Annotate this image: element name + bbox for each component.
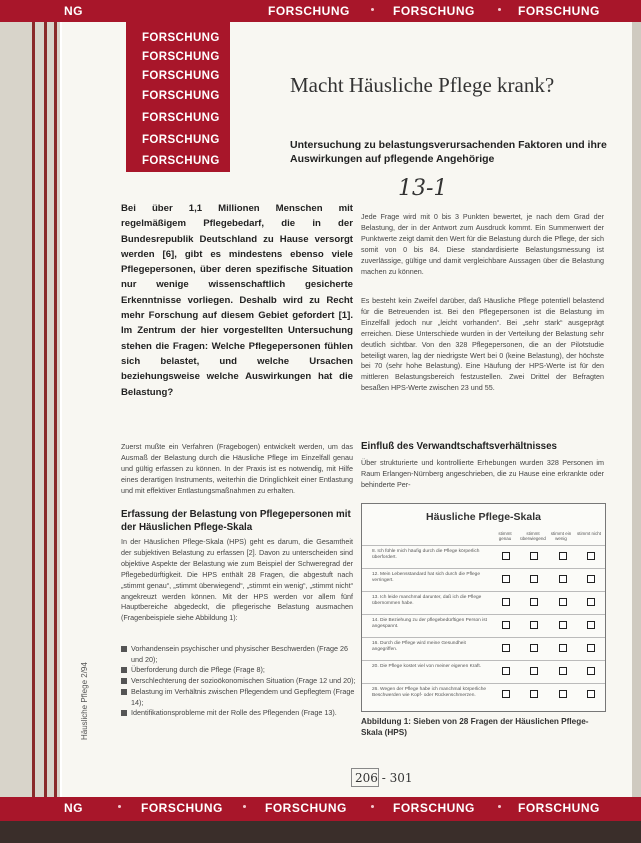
answer-checkbox	[587, 690, 595, 698]
answer-checkbox	[530, 575, 538, 583]
figure-question-row	[362, 568, 605, 592]
band-separator	[371, 805, 374, 808]
figure-question-text: 16. Durch die Pflege wird meine Gesundheit angegriffen.	[372, 641, 466, 652]
figure-question-text: 26. Wegen der Pflege habe ich manchmal körperliche Beschwerden wie Kopf- oder Rückenschmerzen.	[372, 687, 487, 698]
bullet-list	[121, 644, 356, 719]
handwritten-note: 13-1	[398, 176, 448, 201]
figure-question-row	[362, 545, 605, 569]
answer-checkbox	[587, 598, 595, 606]
band-label: FORSCHUNG	[518, 801, 600, 815]
band-label-partial: NG	[64, 4, 83, 18]
figure-question-text: 12. Mein Lebensstandard hat sich durch die Pflege verringert.	[372, 572, 481, 583]
column-header: stimmt überwiegend	[520, 531, 546, 541]
desk-background	[0, 821, 641, 843]
band-separator	[371, 8, 374, 11]
answer-checkbox	[502, 575, 510, 583]
answer-checkbox	[559, 598, 567, 606]
kicker-label: FORSCHUNG	[142, 134, 220, 146]
figure-question-row	[362, 614, 605, 638]
section-heading: Einfluß des Verwandtschaftsverhältnisses	[361, 441, 558, 452]
band-label: FORSCHUNG	[141, 801, 223, 815]
list-item: Vorhandensein psychischer und physischer Beschwerden (Frage 26 und 20);	[121, 644, 356, 665]
article-subtitle: Untersuchung zu belastungsverursachenden Faktoren und ihre Auswirkungen auf pflegende Angehörige	[290, 139, 607, 165]
intro-paragraph: Zuerst mußte ein Verfahren (Fragebogen) entwickelt werden, um das Ausmaß der Belastung durch die Häusliche Pflege im Einzelfall genau und gültig erfassen zu können. In der Praxis ist es notwendig, mit Hilfe eines derartigen Instruments, weiterhin die Dringlichkeit einer Entlastung und mit effektiver Entlastungsmaßnahmen zu erhalten.	[121, 442, 353, 495]
answer-checkbox	[587, 552, 595, 560]
page-right-edge	[632, 22, 641, 797]
figure-question-row	[362, 683, 605, 707]
answer-checkbox	[502, 552, 510, 560]
answer-checkbox	[530, 598, 538, 606]
band-label-partial: NG	[64, 801, 83, 815]
answer-checkbox	[587, 644, 595, 652]
kicker-label: FORSCHUNG	[142, 70, 220, 82]
answer-checkbox	[502, 598, 510, 606]
answer-checkbox	[502, 621, 510, 629]
band-separator	[118, 805, 121, 808]
answer-checkbox	[559, 575, 567, 583]
figure-question-text: 13. Ich leide manchmal darunter, daß ich die Pflege übernommen habe.	[372, 595, 482, 606]
list-item: Verschlechterung der sozioökonomischen Situation (Frage 12 und 20);	[121, 676, 356, 687]
answer-checkbox	[502, 644, 510, 652]
page-number: 206 - 301	[355, 771, 413, 785]
figure-question-row	[362, 591, 605, 615]
band-label: FORSCHUNG	[393, 4, 475, 18]
figure-question-row	[362, 637, 605, 661]
figure-column-headers	[492, 531, 602, 541]
page-stack-edge	[0, 0, 60, 843]
right-paragraph: Es besteht kein Zweifel darüber, daß Häusliche Pflege potentiell belastend für die Betreuenden ist. Bei den Pflegepersonen ist die Belastung im Einzelfall jedoch nur „leicht vorhanden“. Bei „sehr stark“ ausgeprägt erreichen. Diese Unterschiede wurden in der Verteilung der Belastung sehr deutlich sichtbar. Von den 328 Pflegepersonen, die an der Pilotstudie beteiligt waren, lag der niedrigste Wert bei 0 (keine Belastung), der höchste bei 70 (sehr hohe Belastung). Eine Häufung der HPS-Werte ist für den mittleren Belastungsbereich festzustellen. Zwei Drittel der Befragten besaßen HPS-Werte zwischen 23 und 55.	[361, 296, 604, 393]
band-label: FORSCHUNG	[393, 801, 475, 815]
answer-checkbox	[587, 575, 595, 583]
answer-checkbox	[530, 552, 538, 560]
answer-checkbox	[559, 621, 567, 629]
page-edge-line	[54, 20, 57, 823]
band-label: FORSCHUNG	[518, 4, 600, 18]
answer-checkbox	[530, 644, 538, 652]
list-item: Identifikationsprobleme mit der Rolle des Pflegenden (Frage 13).	[121, 708, 356, 719]
bottom-category-band	[0, 797, 641, 821]
kicker-label: FORSCHUNG	[142, 90, 220, 102]
page-edge-line	[44, 20, 47, 823]
answer-checkbox	[502, 690, 510, 698]
column-header: stimmt genau	[498, 531, 512, 541]
right-paragraph: Jede Frage wird mit 0 bis 3 Punkten bewertet, je nach dem Grad der Belastung, der in der Antwort zum Ausdruck kommt. Ein Summenwert der Punktwerte zeigt damit den Wert für die Belastung durch die Pflege, der sich somit von 0 bis 84. Diese standardisierte Belastungsmessung ist zuverlässige, gültige und damit vergleichbare Aussagen über die Belastung machen zu können.	[361, 212, 604, 276]
answer-checkbox	[587, 667, 595, 675]
section-heading: Erfassung der Belastung von Pflegepersonen mit der Häuslichen Pflege-Skala	[121, 509, 351, 533]
column-header: stimmt ein wenig	[550, 531, 572, 541]
kicker-label: FORSCHUNG	[142, 155, 220, 167]
answer-checkbox	[587, 621, 595, 629]
figure-scale-box	[361, 503, 606, 712]
figure-question-text: 14. Die Beziehung zu der pflegebedürftigen Person ist angespannt.	[372, 618, 487, 629]
band-label: FORSCHUNG	[265, 801, 347, 815]
list-item: Belastung im Verhältnis zwischen Pflegendem und Gepflegtem (Frage 14);	[121, 687, 356, 708]
answer-checkbox	[530, 621, 538, 629]
column-header: stimmt nicht	[576, 531, 601, 536]
answer-checkbox	[559, 667, 567, 675]
kicker-label: FORSCHUNG	[142, 32, 220, 44]
band-separator	[243, 805, 246, 808]
band-separator	[498, 8, 501, 11]
figure-question-text: 8. Ich fühle mich häufig durch die Pflege körperlich überfordert.	[372, 549, 480, 560]
band-separator	[498, 805, 501, 808]
answer-checkbox	[530, 667, 538, 675]
answer-checkbox	[559, 552, 567, 560]
page-edge-line	[32, 20, 35, 823]
band-label: FORSCHUNG	[268, 4, 350, 18]
answer-checkbox	[559, 690, 567, 698]
top-category-band	[0, 0, 641, 22]
journal-issue-label: Häusliche Pflege 2/94	[80, 662, 89, 740]
figure-question-row	[362, 660, 605, 684]
figure-caption: Abbildung 1: Sieben von 28 Fragen der Häuslichen Pflege-Skala (HPS)	[361, 717, 589, 737]
figure-question-text: 20. Die Pflege kostet viel von meiner eigenen Kraft.	[372, 664, 482, 669]
kicker-label: FORSCHUNG	[142, 51, 220, 63]
section-paragraph: In der Häuslichen Pflege-Skala (HPS) geht es darum, die Gesamtheit der subjektiven Belastung zu erfassen [2]. Davon zu unterscheiden sind objektive Aspekte der Belastung wie zum Beispiel der Schweregrad der Pflegebedürftigkeit. Die HPS enthält 28 Fragen, die abgestuft nach „stimmt genau“, „stimmt überwiegend“, „stimmt ein wenig“, „stimmt nicht“ angekreuzt werden können. Mit der HPS werden vor allem fünf Hauptbereiche abgedeckt, die pflegerische Belastung ausmachen (Fragenbeispiele siehe Abbildung 1):	[121, 537, 353, 623]
article-title: Macht Häusliche Pflege krank?	[290, 73, 555, 97]
answer-checkbox	[559, 644, 567, 652]
list-item: Überforderung durch die Pflege (Frage 8);	[121, 665, 356, 676]
answer-checkbox	[530, 690, 538, 698]
section-paragraph: Über strukturierte und kontrollierte Erhebungen wurden 328 Personen im Raum Erlangen-Nürnberg angeschrieben, die zu Hause eine erkrankte oder behinderte Per-	[361, 458, 604, 489]
lead-paragraph: Bei über 1,1 Millionen Menschen mit regelmäßigem Pflegebedarf, die in der Bundesrepublik Deutschland zu Hause versorgt werden [6], gibt es mindestens ebenso viele Pflegepersonen, über deren spezifische Situation nur wenige wissenschaftlich gesicherte Erkenntnisse vorliegen. Deshalb wird zu Recht mehr Forschung auf diesem Gebiet gefordert [1]. Im Zentrum der hier vorgestellten Untersuchung stehen die Fragen: Welche Pflegepersonen fühlen sich belastet, und welche Ursachen beziehungsweise welche Auswirkungen hat die Belastung?	[121, 203, 353, 398]
figure-title: Häusliche Pflege-Skala	[426, 511, 541, 523]
answer-checkbox	[502, 667, 510, 675]
kicker-label: FORSCHUNG	[142, 112, 220, 124]
